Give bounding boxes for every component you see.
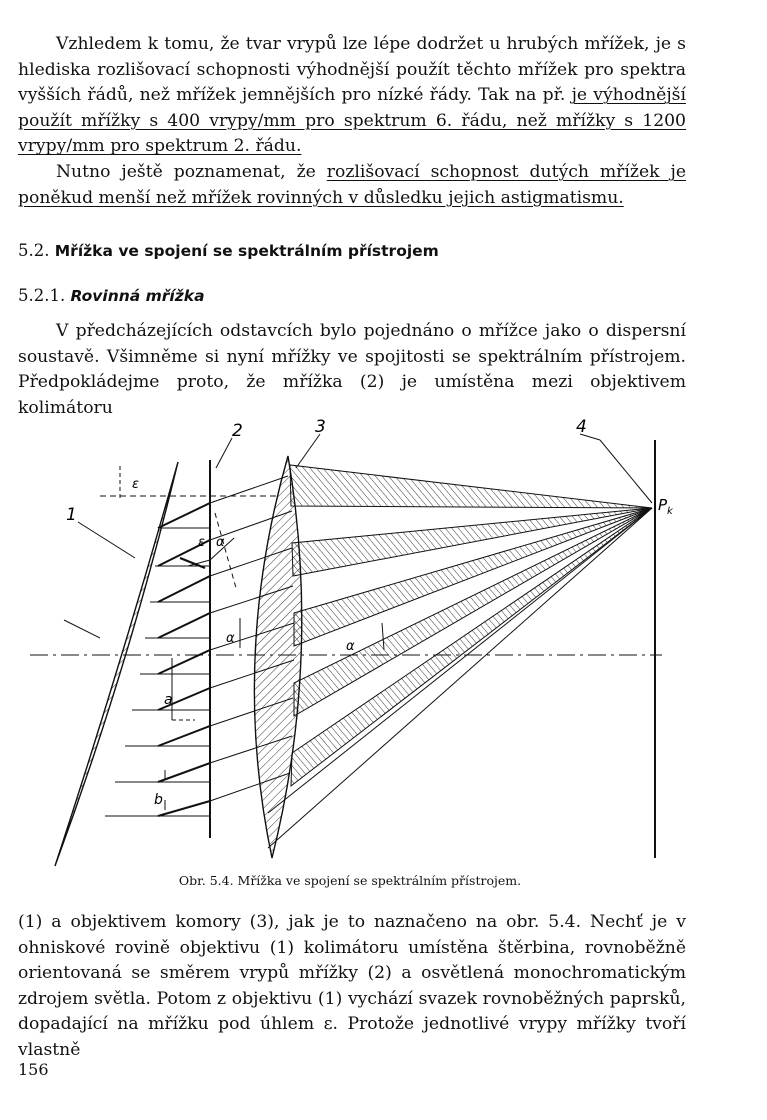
label-epsilon-top: ε: [132, 477, 140, 492]
label-pk: $P_k$: [658, 496, 673, 517]
subsection-heading: [18, 285, 205, 307]
label-a: a: [164, 692, 173, 708]
label-alpha-beam: α: [346, 639, 355, 654]
label-grating: 2: [232, 421, 243, 441]
label-alpha-top: α: [216, 535, 225, 550]
paragraph-text: Vzhledem k tomu, že tvar vrypů lze lépe dodržet u hrubých mřížek, je s hlediska rozlišovací schopnosti výhodnější použít těchto mřížek pro spektra vyšších řádů, než mřížek jemnějších pro nízké řády. Tak na př.: [18, 34, 686, 106]
underlined-text: je výhodnější použít mřížky s 400 vrypy/mm pro spektrum 6. řádu, než mřížky s 1200 vrypy/mm pro spektrum 2. řádu.: [18, 85, 686, 157]
label-b: b: [154, 792, 163, 808]
label-focal-plane: 4: [576, 418, 587, 437]
figure-caption: Obr. 5.4. Mřížka ve spojení se spektrálním přístrojem.: [178, 873, 522, 888]
page-number: 156: [18, 1060, 49, 1079]
section-heading: [18, 240, 439, 262]
section-title: Mřížka ve spojení se spektrálním přístrojem: [54, 242, 439, 260]
label-collimator: 1: [66, 505, 77, 525]
subsection-title: Rovinná mřížka: [70, 287, 205, 305]
section-number: 5.2.: [18, 241, 50, 260]
grating-profile: [158, 460, 210, 838]
paragraph-continuation: [18, 910, 686, 1064]
subsection-number: 5.2.1.: [18, 286, 66, 305]
paragraph-resolving-power: [18, 32, 686, 160]
paragraph-text: (1) a objektivem komory (3), jak je to naznačeno na obr. 5.4. Nechť je v ohniskové rovině objektivu (1) kolimátoru umístěna štěrbina, rovnoběžně orientovaná se směrem vrypů mřížky (2) a osvětlená monochromatickým zdrojem světla. Potom z objektivu (1) vychází svazek rovnoběžných paprsků, dopadající na mřížku pod úhlem ε. Protože jednotlivé vrypy mřížky tvoří vlastně: [18, 912, 686, 1060]
paragraph-text: Nutno ještě poznamenat, že: [56, 162, 327, 182]
camera-beams: [268, 465, 652, 848]
label-camera: 3: [315, 418, 326, 437]
paragraph-text: V předcházejících odstavcích bylo pojednáno o mřížce jako o dispersní soustavě. Všimněme si nyní mřížky ve spojitosti se spektrálním přístrojem. Předpokládejme proto, že mřížka (2) je umístěna mezi objektivem kolimátoru: [18, 321, 686, 418]
grating-diagram: [0, 418, 767, 868]
label-alpha: α: [226, 631, 235, 646]
label-epsilon: ε: [198, 535, 206, 550]
underlined-text: rozlišovací schopnost dutých mřížek je poněkud menší než mřížek rovinných v důsledku jejich astigmatismu.: [18, 162, 686, 208]
paragraph-astigmatism: [18, 160, 686, 211]
angle-construction: [100, 466, 384, 810]
paragraph-intro: [18, 319, 686, 421]
